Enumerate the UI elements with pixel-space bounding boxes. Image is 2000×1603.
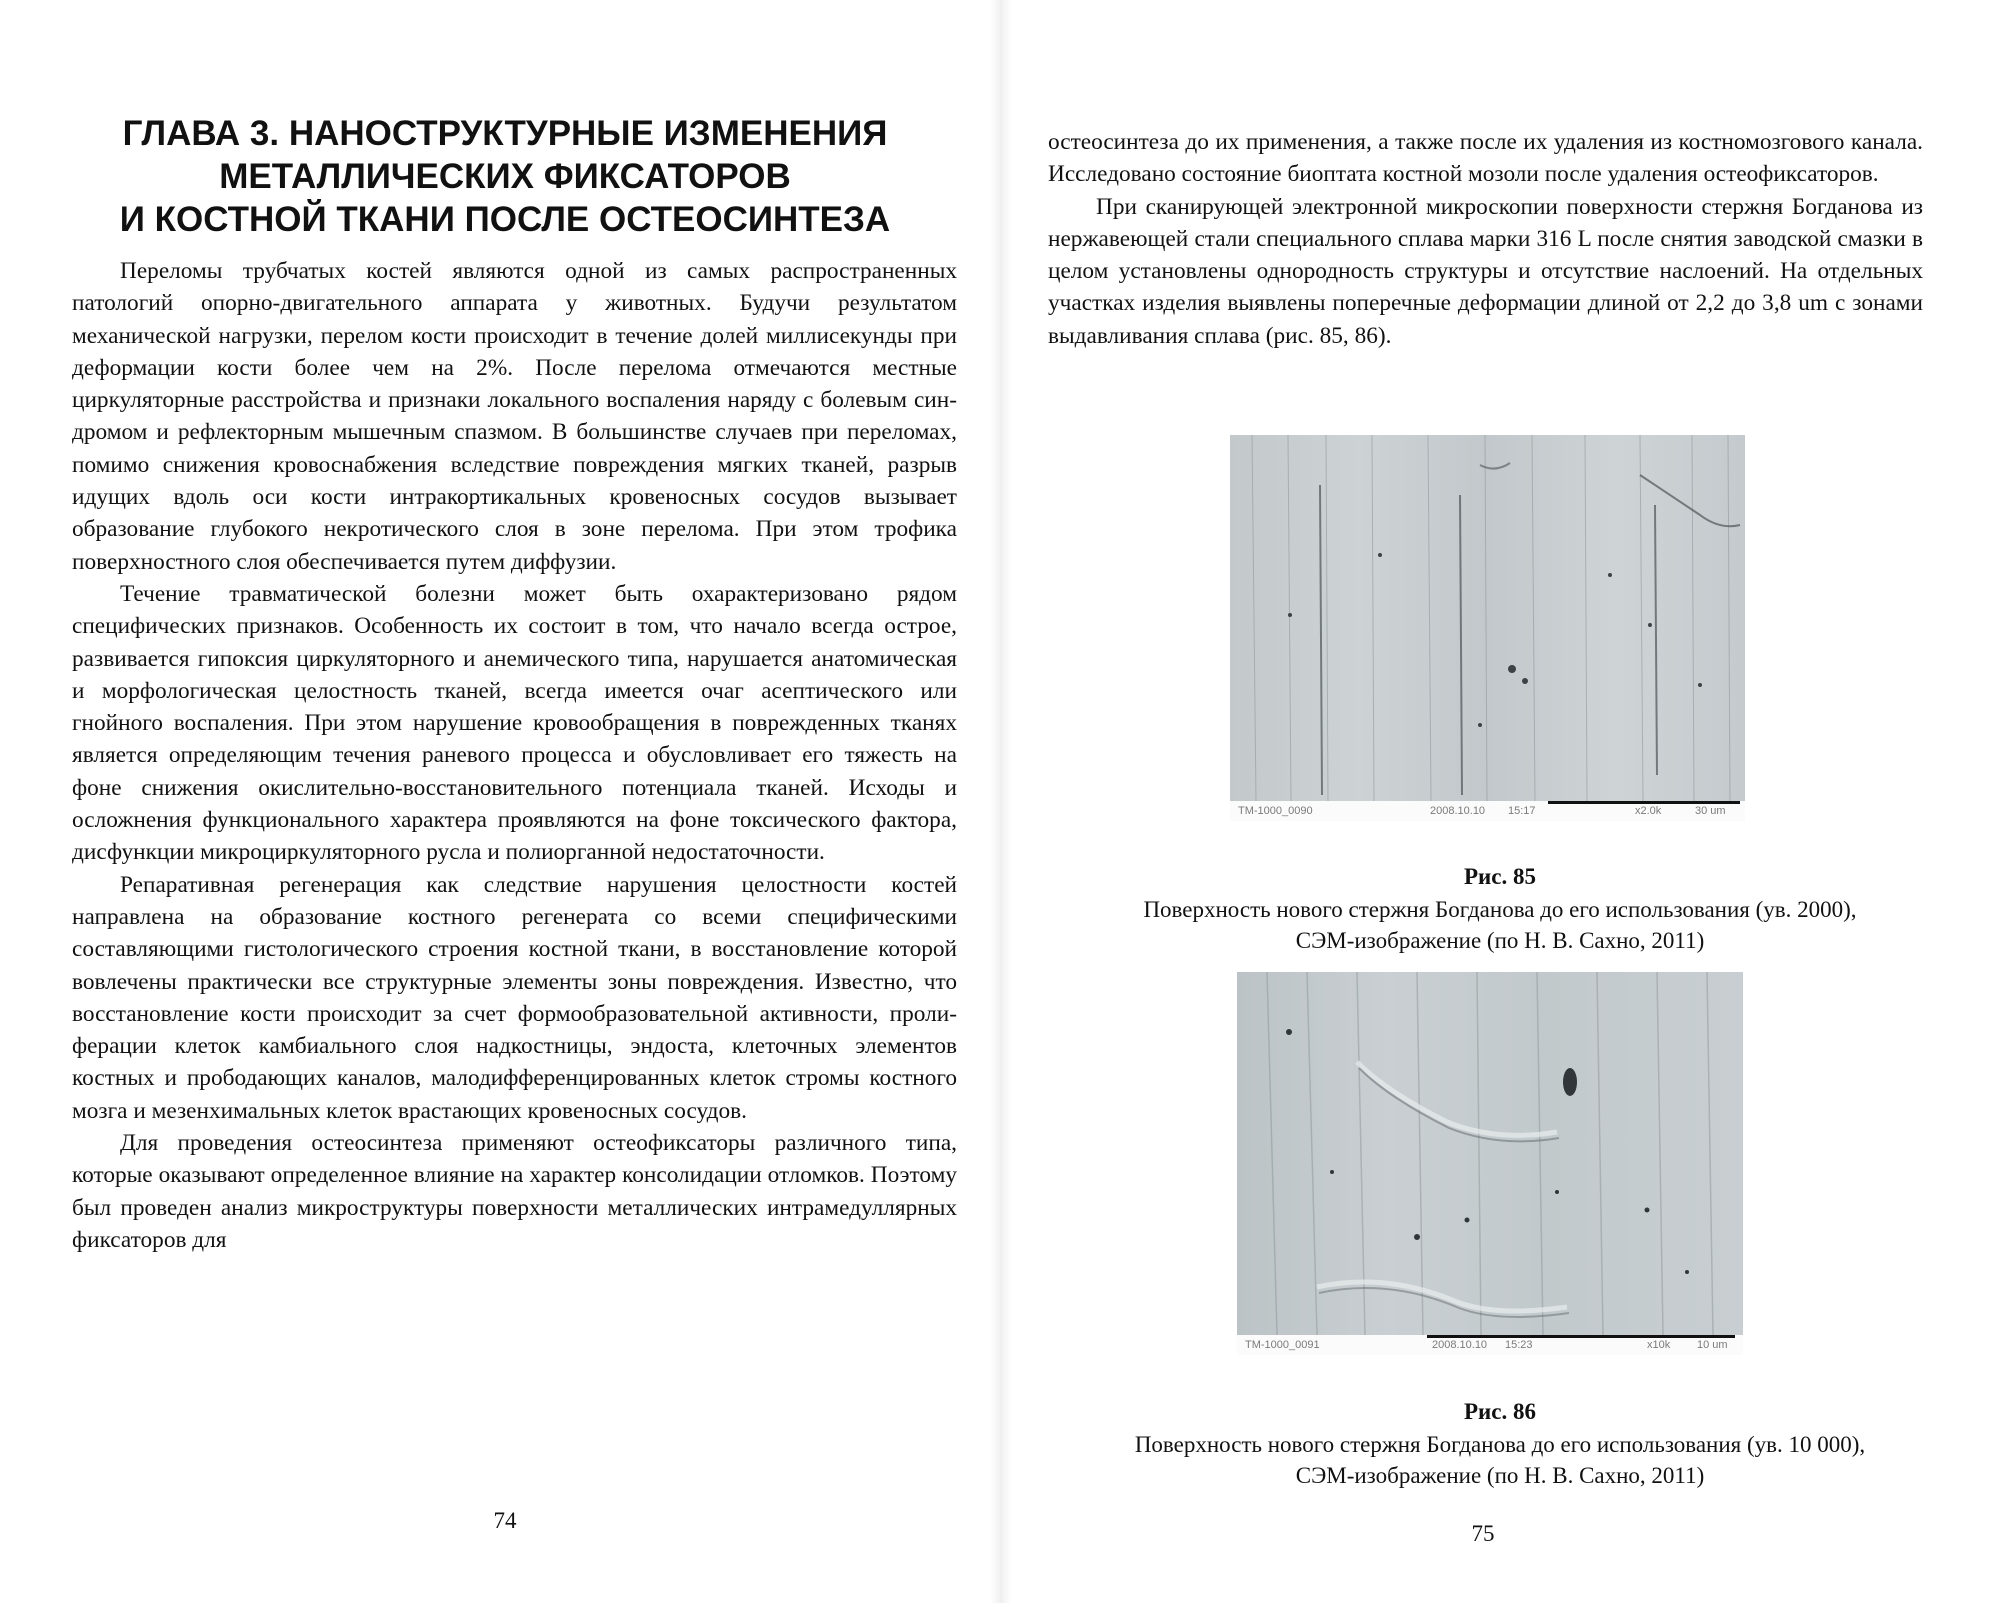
sem-scale-label: 30 um: [1695, 805, 1726, 817]
sem-date: 2008.10.10: [1430, 805, 1486, 817]
sem-image-id: TM-1000_0091: [1245, 1339, 1320, 1351]
sem-micrograph: [1237, 972, 1743, 1335]
paragraph: При сканирующей электронной микроскопии поверхности стержня Богданова из нержавеющей стали специального сплава марки 316 L после снятия заводской смазки в целом установлены однородность структуры и отсутствие наслоений. На отдельных участках изделия выявлены поперечные деформации длиной от 2,2 до 3,8 um с зонами выдавливания сплава (рис. 85, 86).: [1048, 193, 1923, 349]
sem-scale-label: 10 um: [1697, 1339, 1728, 1351]
sem-scale-bar: [1548, 801, 1740, 804]
sem-scale-bar: [1427, 1335, 1735, 1338]
figure-label: Рис. 85: [1463, 864, 1536, 889]
right-body-text: [1048, 126, 1923, 352]
sem-magnification: x2.0k: [1635, 805, 1662, 817]
paragraph: Течение травматической болезни может быть охарактеризовано рядом специфических признаков. Особенность их состоит в том, что начало всегда острое, развивается гипоксия циркуляторного и анемического типа, нарушается анатомическая и морфологическая целостность тканей, всегда имеется очаг асептического или гнойного воспаления. При этом нарушение кровообращения в поврежденных тканях является определяющим течения раневого процесса и обусловливает его тяжесть на фоне снижения окислительно-восстановительного потенциала тканей. Исходы и осложнения функционального характера проявляются на фоне токсического фактора, дисфункции микроциркуляторного русла и полиорганной недостаточности.: [72, 580, 957, 866]
sem-image-fig-86: [1237, 972, 1743, 1355]
chapter-title: [105, 112, 905, 241]
left-body-text: [72, 255, 957, 1256]
caption-line: Поверхность нового стержня Богданова до его использования (ув. 10 000),: [1134, 1432, 1866, 1457]
sem-magnification: x10k: [1647, 1339, 1671, 1351]
paragraph: Репаративная регенерация как следствие нарушения целостности костей направлена на образование костного регенерата со всеми специфическими составляющими гистологического строения костной ткани, в восстановление которой вовлечены практически все структурные элементы зоны повреждения. Известно, что восстановление кости происходит за счет формообразовательной активности, пролиферации клеток камбиального слоя надкостницы, эндоста, клеточных элементов костных и прободающих каналов, малодифференцированных клеток стромы костного мозга и мезенхимальных клеток врастающих кровеносных сосудов.: [72, 871, 957, 1124]
sem-image-fig-85: [1230, 435, 1745, 821]
paragraph: Переломы трубчатых костей являются одной из самых распространенных патологий опорно-двигательного аппарата у животных. Будучи результатом механической нагрузки, перелом кости происходит в течение долей миллисекунды при деформации кости более чем на 2%. После перелома отмечаются местные циркуляторные расстройства и признаки локального воспаления наряду с болевым синдромом и рефлекторным мышечным спазмом. В большинстве случаев при переломах, помимо снижения кровоснабжения вследствие повреждения мягких тканей, разрыв идущих вдоль оси кости интракортикальных кровеносных сосудов вызывает образование глубокого некротического слоя в зоне перелома. При этом трофика поверхностного слоя обеспечивается путем диффузии.: [72, 258, 957, 575]
sem-time: 15:23: [1505, 1339, 1533, 1351]
figure-label: Рис. 86: [1463, 1399, 1536, 1424]
chapter-title-line: И КОСТНОЙ ТКАНИ ПОСЛЕ ОСТЕОСИНТЕЗА: [119, 200, 891, 239]
paragraph: остеосинтеза до их применения, а также после их удаления из костномозгового канала. Исследовано состояние биоптата костной мозоли после удаления остеофиксаторов.: [1048, 129, 1923, 188]
sem-image-id: TM-1000_0090: [1238, 805, 1313, 817]
sem-time: 15:17: [1508, 805, 1536, 817]
caption-line: СЭМ-изображение (по Н. В. Сахно, 2011): [1295, 1463, 1705, 1488]
right-page: [1000, 0, 2000, 1603]
sem-info-bar: [1230, 801, 1745, 821]
figure-caption: [1000, 861, 2000, 956]
page-number: 74: [493, 1508, 517, 1533]
sem-date: 2008.10.10: [1432, 1339, 1488, 1351]
sem-info-bar: [1237, 1335, 1743, 1355]
caption-line: СЭМ-изображение (по Н. В. Сахно, 2011): [1295, 928, 1705, 953]
caption-line: Поверхность нового стержня Богданова до его использования (ув. 2000),: [1143, 897, 1857, 922]
figure-caption: [1000, 1396, 2000, 1491]
chapter-title-line: МЕТАЛЛИЧЕСКИХ ФИКСАТОРОВ: [219, 157, 791, 196]
sem-micrograph: [1230, 435, 1745, 801]
chapter-title-line: ГЛАВА 3. НАНОСТРУКТУРНЫЕ ИЗМЕНЕНИЯ: [122, 114, 888, 153]
paragraph: Для проведения остеосинтеза применяют остеофиксаторы различного типа, которые оказывают определенное влияние на характер консолидации отломков. Поэтому был проведен анализ микроструктуры поверхности металлических интрамедуллярных фиксаторов для: [72, 1130, 957, 1253]
page-number: 75: [1471, 1521, 1495, 1546]
